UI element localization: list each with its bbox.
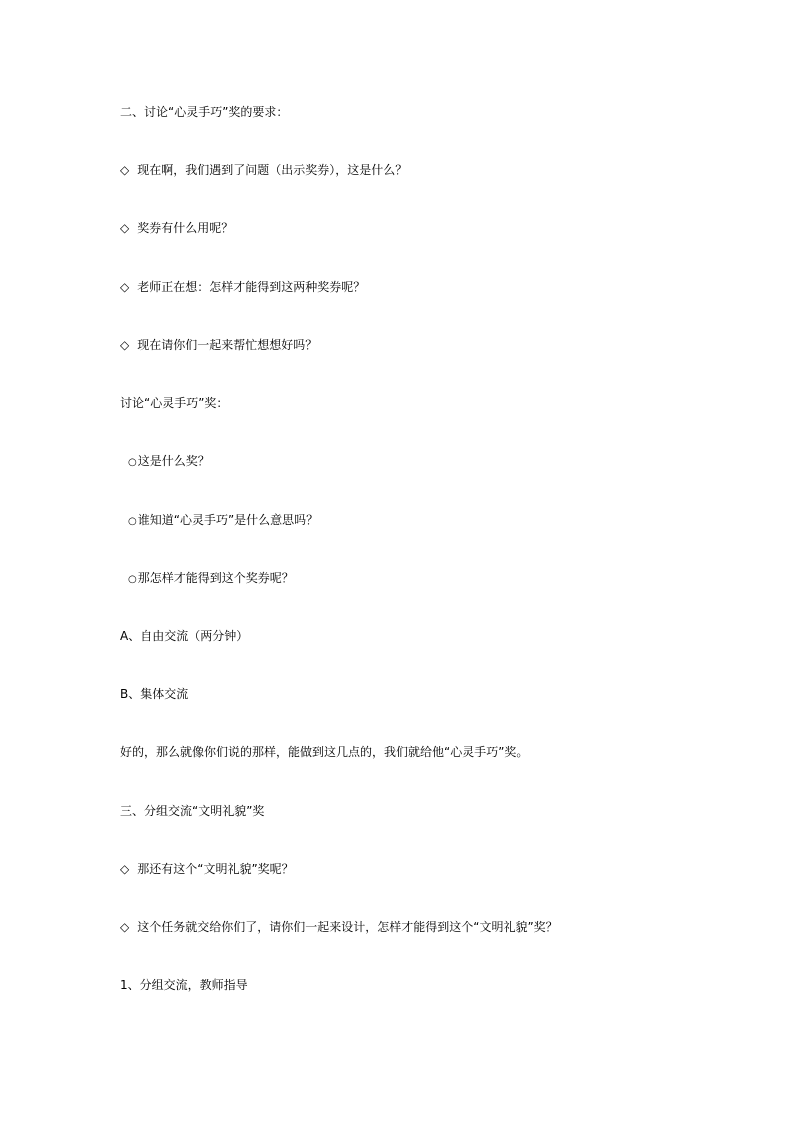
line-text: 老师正在想：怎样才能得到这两种奖券呢？ — [137, 280, 366, 294]
bullet-line — [120, 279, 365, 295]
line-text: 好的，那么就像你们说的那样，能做到这几点的，我们就给他“心灵手巧”奖。 — [120, 745, 529, 759]
line-text: A、自由交流（两分钟） — [120, 629, 249, 643]
circle-bullet-icon: ○ — [128, 457, 137, 468]
line-text: 奖券有什么用呢？ — [137, 221, 234, 235]
step-a — [120, 628, 248, 644]
line-text: 三、分组交流“文明礼貌”奖 — [120, 804, 265, 818]
circle-bullet-line — [128, 453, 210, 471]
diamond-bullet-icon: ◇ — [120, 280, 130, 294]
bullet-line — [120, 919, 558, 935]
summary-paragraph — [120, 744, 528, 760]
line-text: 现在啊，我们遇到了问题（出示奖券），这是什么？ — [137, 163, 408, 177]
diamond-bullet-icon: ◇ — [120, 862, 130, 876]
section-heading-two — [120, 104, 288, 120]
line-text: 这是什么奖？ — [137, 454, 210, 468]
bullet-line — [120, 861, 294, 877]
circle-bullet-icon: ○ — [128, 516, 137, 527]
circle-bullet-icon: ○ — [128, 574, 137, 585]
line-text: 谁知道“心灵手巧”是什么意思吗？ — [137, 513, 319, 527]
line-text: 那还有这个“文明礼貌”奖呢？ — [137, 862, 294, 876]
bullet-line — [120, 337, 317, 353]
step-b — [120, 686, 188, 702]
diamond-bullet-icon: ◇ — [120, 920, 130, 934]
section-heading-three — [120, 803, 264, 819]
bullet-line — [120, 162, 407, 178]
diamond-bullet-icon: ◇ — [120, 338, 130, 352]
line-text: 现在请你们一起来帮忙想想好吗？ — [137, 338, 318, 352]
line-text: B、集体交流 — [120, 687, 189, 701]
line-text: 那怎样才能得到这个奖券呢？ — [137, 571, 294, 585]
diamond-bullet-icon: ◇ — [120, 221, 130, 235]
diamond-bullet-icon: ◇ — [120, 163, 130, 177]
line-text: 这个任务就交给你们了，请你们一起来设计，怎样才能得到这个“文明礼貌”奖？ — [137, 920, 558, 934]
bullet-line — [120, 220, 233, 236]
line-text: 1、分组交流，教师指导 — [120, 978, 248, 992]
circle-bullet-line — [128, 570, 294, 588]
circle-bullet-line — [128, 512, 318, 530]
line-text: 二、讨论“心灵手巧”奖的要求： — [120, 105, 289, 119]
line-text: 讨论“心灵手巧”奖： — [120, 396, 229, 410]
step-1 — [120, 977, 248, 993]
discussion-heading — [120, 395, 228, 411]
